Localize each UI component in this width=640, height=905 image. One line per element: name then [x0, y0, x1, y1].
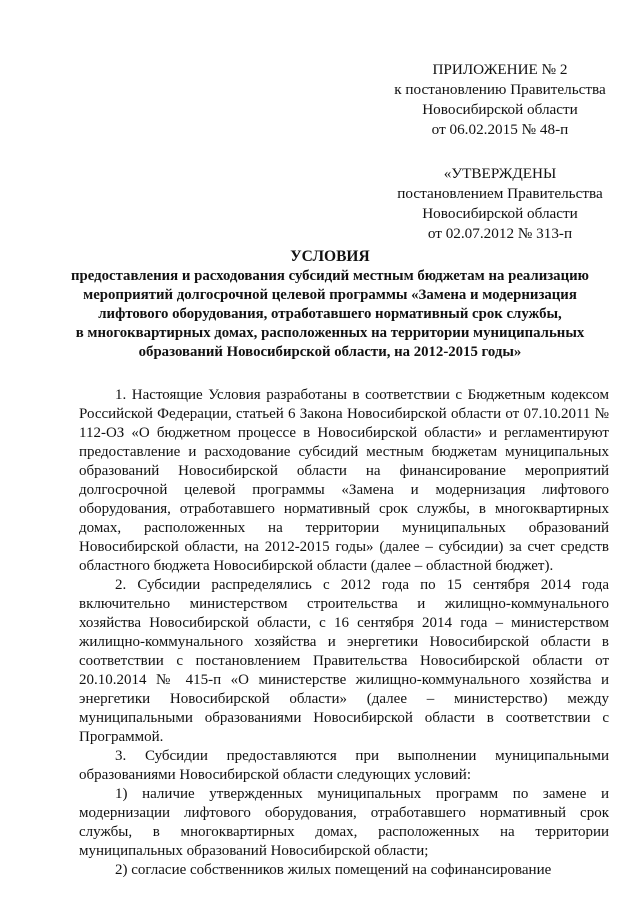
approved-date-number: от 02.07.2012 № 313-п	[427, 225, 573, 242]
appendix-header	[380, 60, 620, 140]
paragraph-2: 2. Субсидии распределялись с 2012 года по 15 сентября 2014 года включительно министерством строительства и жилищно-коммунального хозяйства Новосибирской области, с 16 сентября 2014 года – министерством жилищно-коммунального хозяйства и энергетики Новосибирской области в соответствии с постановлением Правительства Новосибирской области от 20.10.2014 № 415-п «О министерстве жилищно-коммунального хозяйства и энергетики Новосибирской области» (далее – министерство) между муниципальными образованиями Новосибирской области в соответствии с Программой.	[79, 577, 609, 745]
title-line-4: в многоквартирных домах, расположенных на территории муниципальных	[75, 325, 585, 341]
title-line-3: лифтового оборудования, отработавшего нормативный срок службы,	[98, 306, 562, 322]
appendix-date-number: от 06.02.2015 № 48-п	[431, 121, 569, 138]
approved-header	[380, 164, 620, 244]
paragraph-3-item-2: 2) согласие собственников жилых помещений на софинансирование	[115, 862, 552, 878]
title-main: УСЛОВИЯ	[290, 248, 370, 265]
document-body	[79, 386, 609, 880]
title-line-1: предоставления и расходования субсидий местным бюджетам на реализацию	[71, 268, 589, 284]
approved-region: Новосибирской области	[422, 205, 578, 222]
paragraph-3: 3. Субсидии предоставляются при выполнении муниципальными образованиями Новосибирской области следующих условий:	[79, 748, 609, 783]
appendix-region: Новосибирской области	[422, 101, 578, 118]
title-line-2: мероприятий долгосрочной целевой программы «Замена и модернизация	[83, 287, 577, 303]
appendix-number: ПРИЛОЖЕНИЕ № 2	[432, 61, 568, 78]
approved-resolution-ref: постановлением Правительства	[397, 185, 603, 202]
title-line-5: образований Новосибирской области, на 2012-2015 годы»	[138, 344, 522, 360]
appendix-resolution-ref: к постановлению Правительства	[394, 81, 606, 98]
paragraph-1: 1. Настоящие Условия разработаны в соответствии с Бюджетным кодексом Российской Федерации, статьей 6 Закона Новосибирской области от 07.10.2011 № 112-ОЗ «О бюджетном процессе в Новосибирской области» и регламентируют предоставление и расходование субсидий местным бюджетам муниципальных образований Новосибирской области на финансирование мероприятий долгосрочной целевой программы «Замена и модернизация лифтового оборудования, отработавшего нормативный срок службы, в многоквартирных домах, расположенных на территории муниципальных образований Новосибирской области, на 2012-2015 годы» (далее – субсидии) за счет средств областного бюджета Новосибирской области (далее – областной бюджет).	[79, 387, 609, 574]
approved-label: «УТВЕРЖДЕНЫ	[443, 165, 557, 182]
document-title	[50, 247, 610, 362]
paragraph-3-item-1: 1) наличие утвержденных муниципальных программ по замене и модернизации лифтового оборудования, отработавшего нормативный срок службы, в многоквартирных домах, расположенных на территории муниципальных образований Новосибирской области;	[79, 786, 609, 859]
